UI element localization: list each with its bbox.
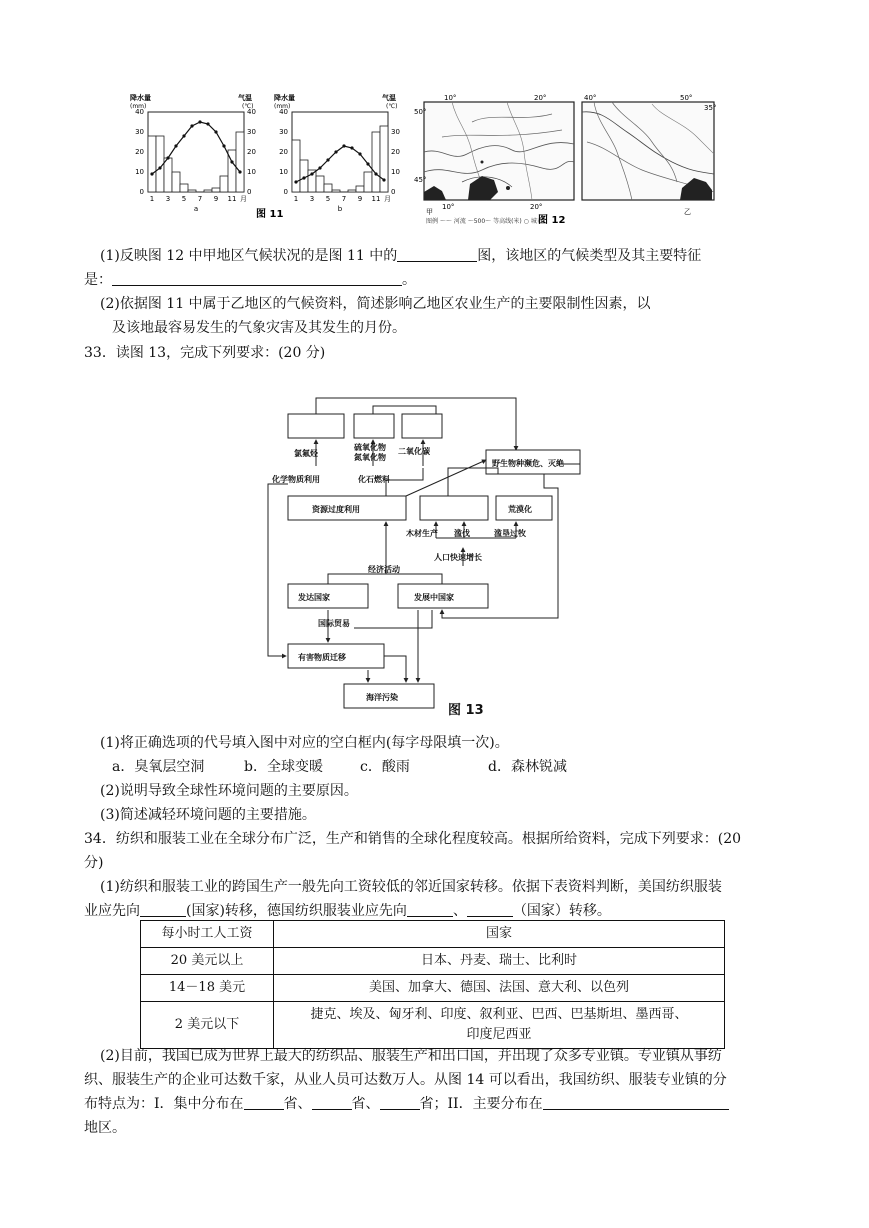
y-right-tick: 20: [391, 148, 400, 156]
temperature-point: [342, 144, 345, 147]
figure-11-caption: 图 11: [256, 209, 284, 220]
countries-line2: 印度尼西亚: [466, 1027, 532, 1042]
y-left-tick: 30: [279, 128, 288, 136]
y-left-tick: 0: [283, 188, 288, 196]
table-cell-wage: 14－18 美元: [141, 975, 274, 1002]
svg-text:45°: 45°: [414, 176, 427, 184]
label-trade: 国际贸易: [318, 619, 350, 628]
temperature-point: [190, 124, 193, 127]
y-right-unit: (℃): [386, 103, 398, 110]
table-cell-countries: 美国、加拿大、德国、法国、意大利、以色列: [274, 975, 725, 1002]
x-tick: 9: [213, 195, 219, 203]
table-row: [141, 948, 725, 975]
x-tick: 5: [181, 195, 187, 203]
y-right-tick: 10: [247, 168, 256, 176]
q33-option-a: a．臭氧层空洞: [112, 759, 205, 775]
y-right-tick: 40: [247, 108, 256, 116]
precip-bar: [236, 132, 244, 192]
x-tick: 3: [309, 195, 315, 203]
svg-text:50°: 50°: [680, 94, 693, 102]
temperature-point: [206, 122, 209, 125]
precip-bar: [348, 190, 356, 192]
precip-bar: [332, 190, 340, 192]
q32-line2: 是： 。: [84, 272, 416, 288]
temperature-point: [182, 134, 185, 137]
blank-box-4[interactable]: [420, 496, 488, 520]
label-chem: 化学物质利用: [272, 475, 320, 484]
label-toxic: 有害物质迁移: [298, 653, 346, 662]
figure-13: [258, 388, 588, 724]
temperature-point: [150, 172, 153, 175]
table-cell-countries: 日本、丹麦、瑞士、比利时: [274, 948, 725, 975]
countries-line1: 捷克、埃及、匈牙利、印度、叙利亚、巴西、巴基斯坦、墨西哥、: [310, 1007, 688, 1022]
y-left-unit: (mm): [130, 103, 147, 110]
q34-p1: (2)目前，我国已成为世界上最大的纺织品、服装生产和出口国，并出现了众多专业镇。专业镇从事纺: [100, 1048, 722, 1064]
precip-bar: [204, 190, 212, 192]
q33-option-d: d．森林锐减: [488, 759, 567, 775]
label-fossil: 化石燃料: [358, 475, 390, 484]
precip-bar: [356, 186, 364, 192]
temperature-point: [166, 156, 169, 159]
q33-sub3: (3)简述减轻环境问题的主要措施。: [100, 807, 316, 823]
precip-bar: [220, 176, 228, 192]
temperature-point: [326, 158, 329, 161]
wage-table: [140, 920, 725, 1049]
table-cell-wage: 20 美元以上: [141, 948, 274, 975]
label-desert: 荒漠化: [508, 505, 532, 514]
q34-p2: 织、服装生产的企业可达数千家，从业人员可达数万人。从图 14 可以看出，我国纺织、服装专业镇的分: [84, 1072, 727, 1088]
label-developing: 发展中国家: [414, 593, 454, 602]
map-jia: [414, 94, 574, 211]
y-left-tick: 40: [279, 108, 288, 116]
blank-box-1[interactable]: [288, 414, 344, 438]
temperature-point: [374, 172, 377, 175]
q34-p3: 布特点为：I．集中分布在 省、 省、 省；II．主要分布在: [84, 1094, 729, 1114]
q32-line4: 及该地最容易发生的气象灾害及其发生的月份。: [112, 320, 406, 336]
table-row: [141, 1002, 725, 1049]
y-left-tick: 0: [139, 188, 144, 196]
temperature-point: [238, 170, 241, 173]
y-left-unit: (mm): [274, 103, 291, 110]
y-right-tick: 0: [391, 188, 396, 196]
label-cut: 滥伐: [454, 529, 470, 538]
answer-blank[interactable]: [140, 902, 186, 917]
temperature-point: [310, 172, 313, 175]
answer-blank[interactable]: [112, 271, 402, 286]
blank-box-3[interactable]: [402, 414, 442, 438]
y-right-label: 气温: [238, 94, 252, 102]
y-right-tick: 30: [247, 128, 256, 136]
label-wood: 木材生产: [406, 529, 438, 538]
x-tick: 5: [325, 195, 331, 203]
y-left-tick: 40: [135, 108, 144, 116]
label-ocean: 海洋污染: [366, 693, 398, 702]
figure-13-caption: 图 13: [448, 703, 484, 718]
temperature-point: [358, 152, 361, 155]
svg-text:20°: 20°: [534, 94, 547, 102]
temperature-point: [214, 130, 217, 133]
answer-blank[interactable]: [380, 1095, 420, 1110]
q33-sub2: (2)说明导致全球性环境问题的主要原因。: [100, 783, 358, 799]
temperature-point: [222, 144, 225, 147]
precip-bar: [188, 190, 196, 192]
svg-text:50°: 50°: [414, 108, 427, 116]
svg-text:40°: 40°: [584, 94, 597, 102]
chart-sublabel: b: [337, 205, 343, 213]
x-tick: 11: [227, 195, 237, 203]
table-header-row: [141, 921, 725, 948]
svg-text:20°: 20°: [530, 203, 543, 211]
svg-text:10°: 10°: [444, 94, 457, 102]
label-chlorofluoro: 氯氟烃: [294, 449, 318, 458]
precip-bar: [164, 158, 172, 192]
label-biodiversity: 野生物种濒危、灭绝: [492, 459, 564, 468]
q32-line1: (1)反映图 12 中甲地区气候状况的是图 11 中的 图，该地区的气候类型及其主要特征: [100, 248, 702, 264]
q32-line3: (2)依据图 11 中属于乙地区的气候资料，简述影响乙地区农业生产的主要限制性因素，以: [100, 296, 651, 312]
precip-bar: [364, 172, 372, 192]
temperature-point: [302, 176, 305, 179]
climate-chart-b: [274, 93, 400, 213]
precip-bar: [292, 140, 300, 192]
x-tick: 7: [197, 195, 203, 203]
y-right-tick: 0: [247, 188, 252, 196]
table-cell-countries: [274, 1002, 725, 1049]
x-tick: 1: [149, 195, 155, 203]
precip-bar: [148, 136, 156, 192]
label-econ: 经济活动: [368, 565, 400, 574]
figure-11: [120, 92, 420, 222]
q33-title: 33．读图 13，完成下列要求：(20 分): [84, 345, 326, 361]
q34-line1: 34．纺织和服装工业在全球分布广泛，生产和销售的全球化程度较高。根据所给资料，完成下列要求：(20: [84, 831, 742, 847]
table-header-wage: 每小时工人工资: [141, 921, 274, 948]
y-left-tick: 20: [135, 148, 144, 156]
table-cell-wage: 2 美元以下: [141, 1002, 274, 1049]
map-yi-label: 乙: [684, 208, 691, 216]
y-right-tick: 10: [391, 168, 400, 176]
temperature-point: [230, 160, 233, 163]
answer-blank[interactable]: [312, 1095, 352, 1110]
label-overuse: 资源过度利用: [312, 505, 360, 514]
y-left-tick: 10: [135, 168, 144, 176]
y-left-tick: 10: [279, 168, 288, 176]
label-graze: 滥垦过牧: [494, 529, 526, 538]
figure-12-legend: 图例 ～～ 河流 ～500～ 等高线(米) ○ 城市: [426, 218, 543, 225]
x-tick: 9: [357, 195, 363, 203]
y-left-tick: 30: [135, 128, 144, 136]
x-tick: 11: [371, 195, 381, 203]
temperature-point: [174, 144, 177, 147]
answer-blank[interactable]: [244, 1095, 284, 1110]
x-tick: 1: [293, 195, 299, 203]
climate-chart-a: [130, 93, 256, 213]
figure-12: [412, 92, 720, 232]
temperature-point: [198, 120, 201, 123]
precip-bar: [316, 176, 324, 192]
label-developed: 发达国家: [298, 593, 330, 602]
figure-12-caption: 图 12: [538, 215, 566, 226]
precip-bar: [380, 126, 388, 192]
temperature-point: [334, 150, 337, 153]
answer-blank[interactable]: [407, 902, 453, 917]
x-tick: 7: [341, 195, 347, 203]
y-left-tick: 20: [279, 148, 288, 156]
precip-bar: [372, 132, 380, 192]
y-right-unit: (℃): [242, 103, 254, 110]
y-right-label: 气温: [382, 94, 396, 102]
y-right-tick: 20: [247, 148, 256, 156]
temperature-point: [382, 178, 385, 181]
table-row: [141, 975, 725, 1002]
temperature-point: [158, 166, 161, 169]
y-right-tick: 30: [391, 128, 400, 136]
q34-line4: 业应先向 (国家)转移，德国纺织服装业应先向 、 （国家）转移。: [84, 903, 611, 919]
x-unit: 月: [240, 195, 247, 203]
q34-line3: (1)纺织和服装工业的跨国生产一般先向工资较低的邻近国家转移。依据下表资料判断，美国纺织服装: [100, 879, 722, 895]
q33-option-c: c．酸雨: [360, 759, 410, 775]
blank-box-2[interactable]: [354, 414, 394, 438]
temperature-point: [294, 180, 297, 183]
precip-bar: [212, 188, 220, 192]
answer-blank[interactable]: [543, 1095, 729, 1110]
precip-bar: [172, 172, 180, 192]
map-jia-label: 甲: [426, 208, 433, 216]
y-left-label: 降水量: [130, 94, 151, 102]
q34-line2: 分): [84, 855, 104, 871]
svg-text:10°: 10°: [442, 203, 455, 211]
chart-sublabel: a: [193, 205, 199, 213]
answer-blank[interactable]: [467, 902, 513, 917]
q33-option-b: b．全球变暖: [244, 759, 323, 775]
temperature-point: [366, 162, 369, 165]
answer-blank[interactable]: [397, 247, 477, 262]
precip-bar: [324, 184, 332, 192]
svg-text:35°: 35°: [704, 104, 717, 112]
table-header-country: 国家: [274, 921, 725, 948]
label-sulfur-nitrogen: 硫氧化物氮氧化物: [354, 443, 386, 462]
map-yi: [582, 94, 716, 200]
temperature-point: [350, 146, 353, 149]
q33-sub1: (1)将正确选项的代号填入图中对应的空白框内(每字母限填一次)。: [100, 735, 509, 751]
label-co2: 二氧化碳: [398, 447, 430, 456]
temperature-point: [318, 166, 321, 169]
q34-p4: 地区。: [84, 1120, 126, 1136]
y-left-label: 降水量: [274, 94, 295, 102]
precip-bar: [180, 184, 188, 192]
label-pop: 人口快速增长: [434, 553, 482, 562]
x-tick: 3: [165, 195, 171, 203]
x-unit: 月: [384, 195, 391, 203]
